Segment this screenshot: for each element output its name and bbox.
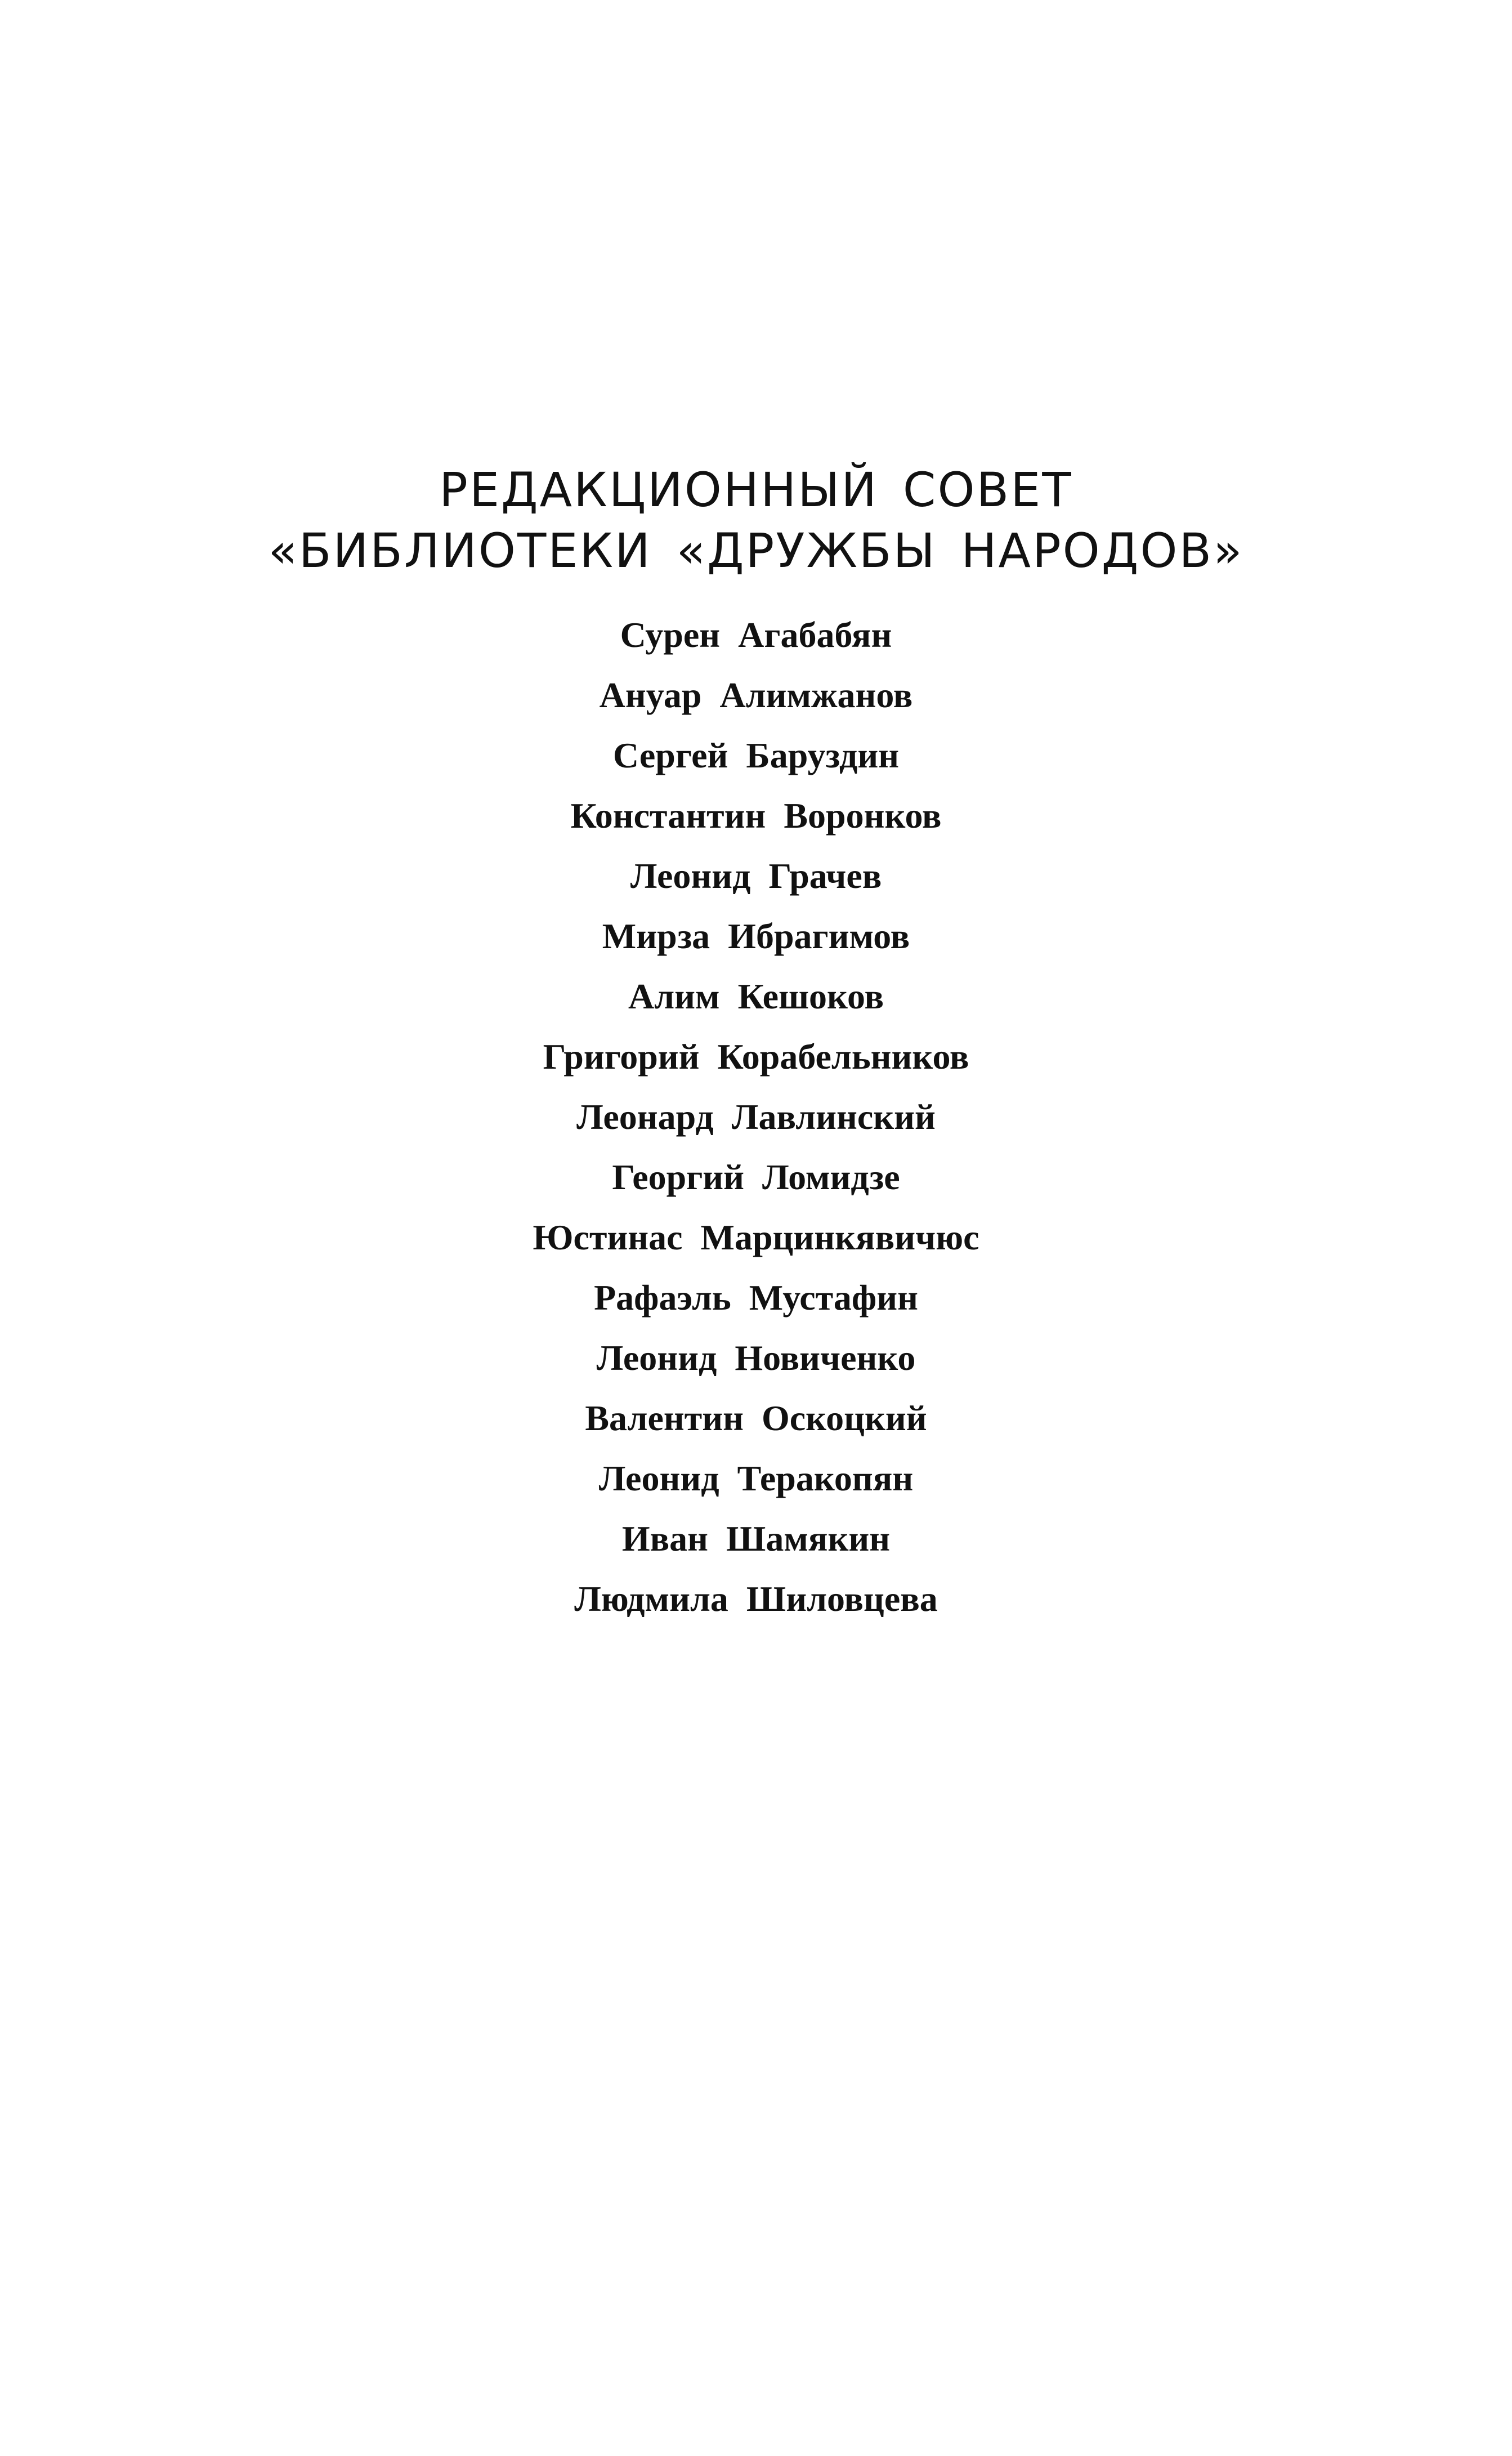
editorial-board-list xyxy=(0,605,1512,1629)
member-name: Алим Кешоков xyxy=(628,976,884,1016)
member-name: Константин Воронков xyxy=(570,796,942,836)
member-name: Леонид Теракопян xyxy=(598,1458,914,1498)
heading-line-1: РЕДАКЦИОННЫЙ СОВЕТ xyxy=(439,462,1073,518)
member-name: Леонард Лавлинский xyxy=(576,1097,936,1137)
member-name: Иван Шамякин xyxy=(621,1519,891,1559)
member-name: Ануар Алимжанов xyxy=(599,675,913,715)
member-name: Григорий Корабельников xyxy=(543,1037,969,1077)
page-heading xyxy=(0,459,1512,581)
member-name: Мирза Ибрагимов xyxy=(602,916,910,956)
member-name: Рафаэль Мустафин xyxy=(594,1278,918,1318)
member-name: Сурен Агабабян xyxy=(620,615,892,655)
member-name: Людмила Шиловцева xyxy=(574,1579,938,1619)
member-name: Георгий Ломидзе xyxy=(612,1157,900,1197)
member-name: Сергей Баруздин xyxy=(612,735,900,775)
member-name: Юстинас Марцинкявичюс xyxy=(533,1217,979,1257)
member-name: Валентин Оскоцкий xyxy=(585,1398,927,1438)
heading-line-2: «БИБЛИОТЕКИ «ДРУЖБЫ НАРОДОВ» xyxy=(268,523,1244,579)
member-name: Леонид Грачев xyxy=(630,856,882,896)
member-name: Леонид Новиченко xyxy=(596,1338,916,1378)
